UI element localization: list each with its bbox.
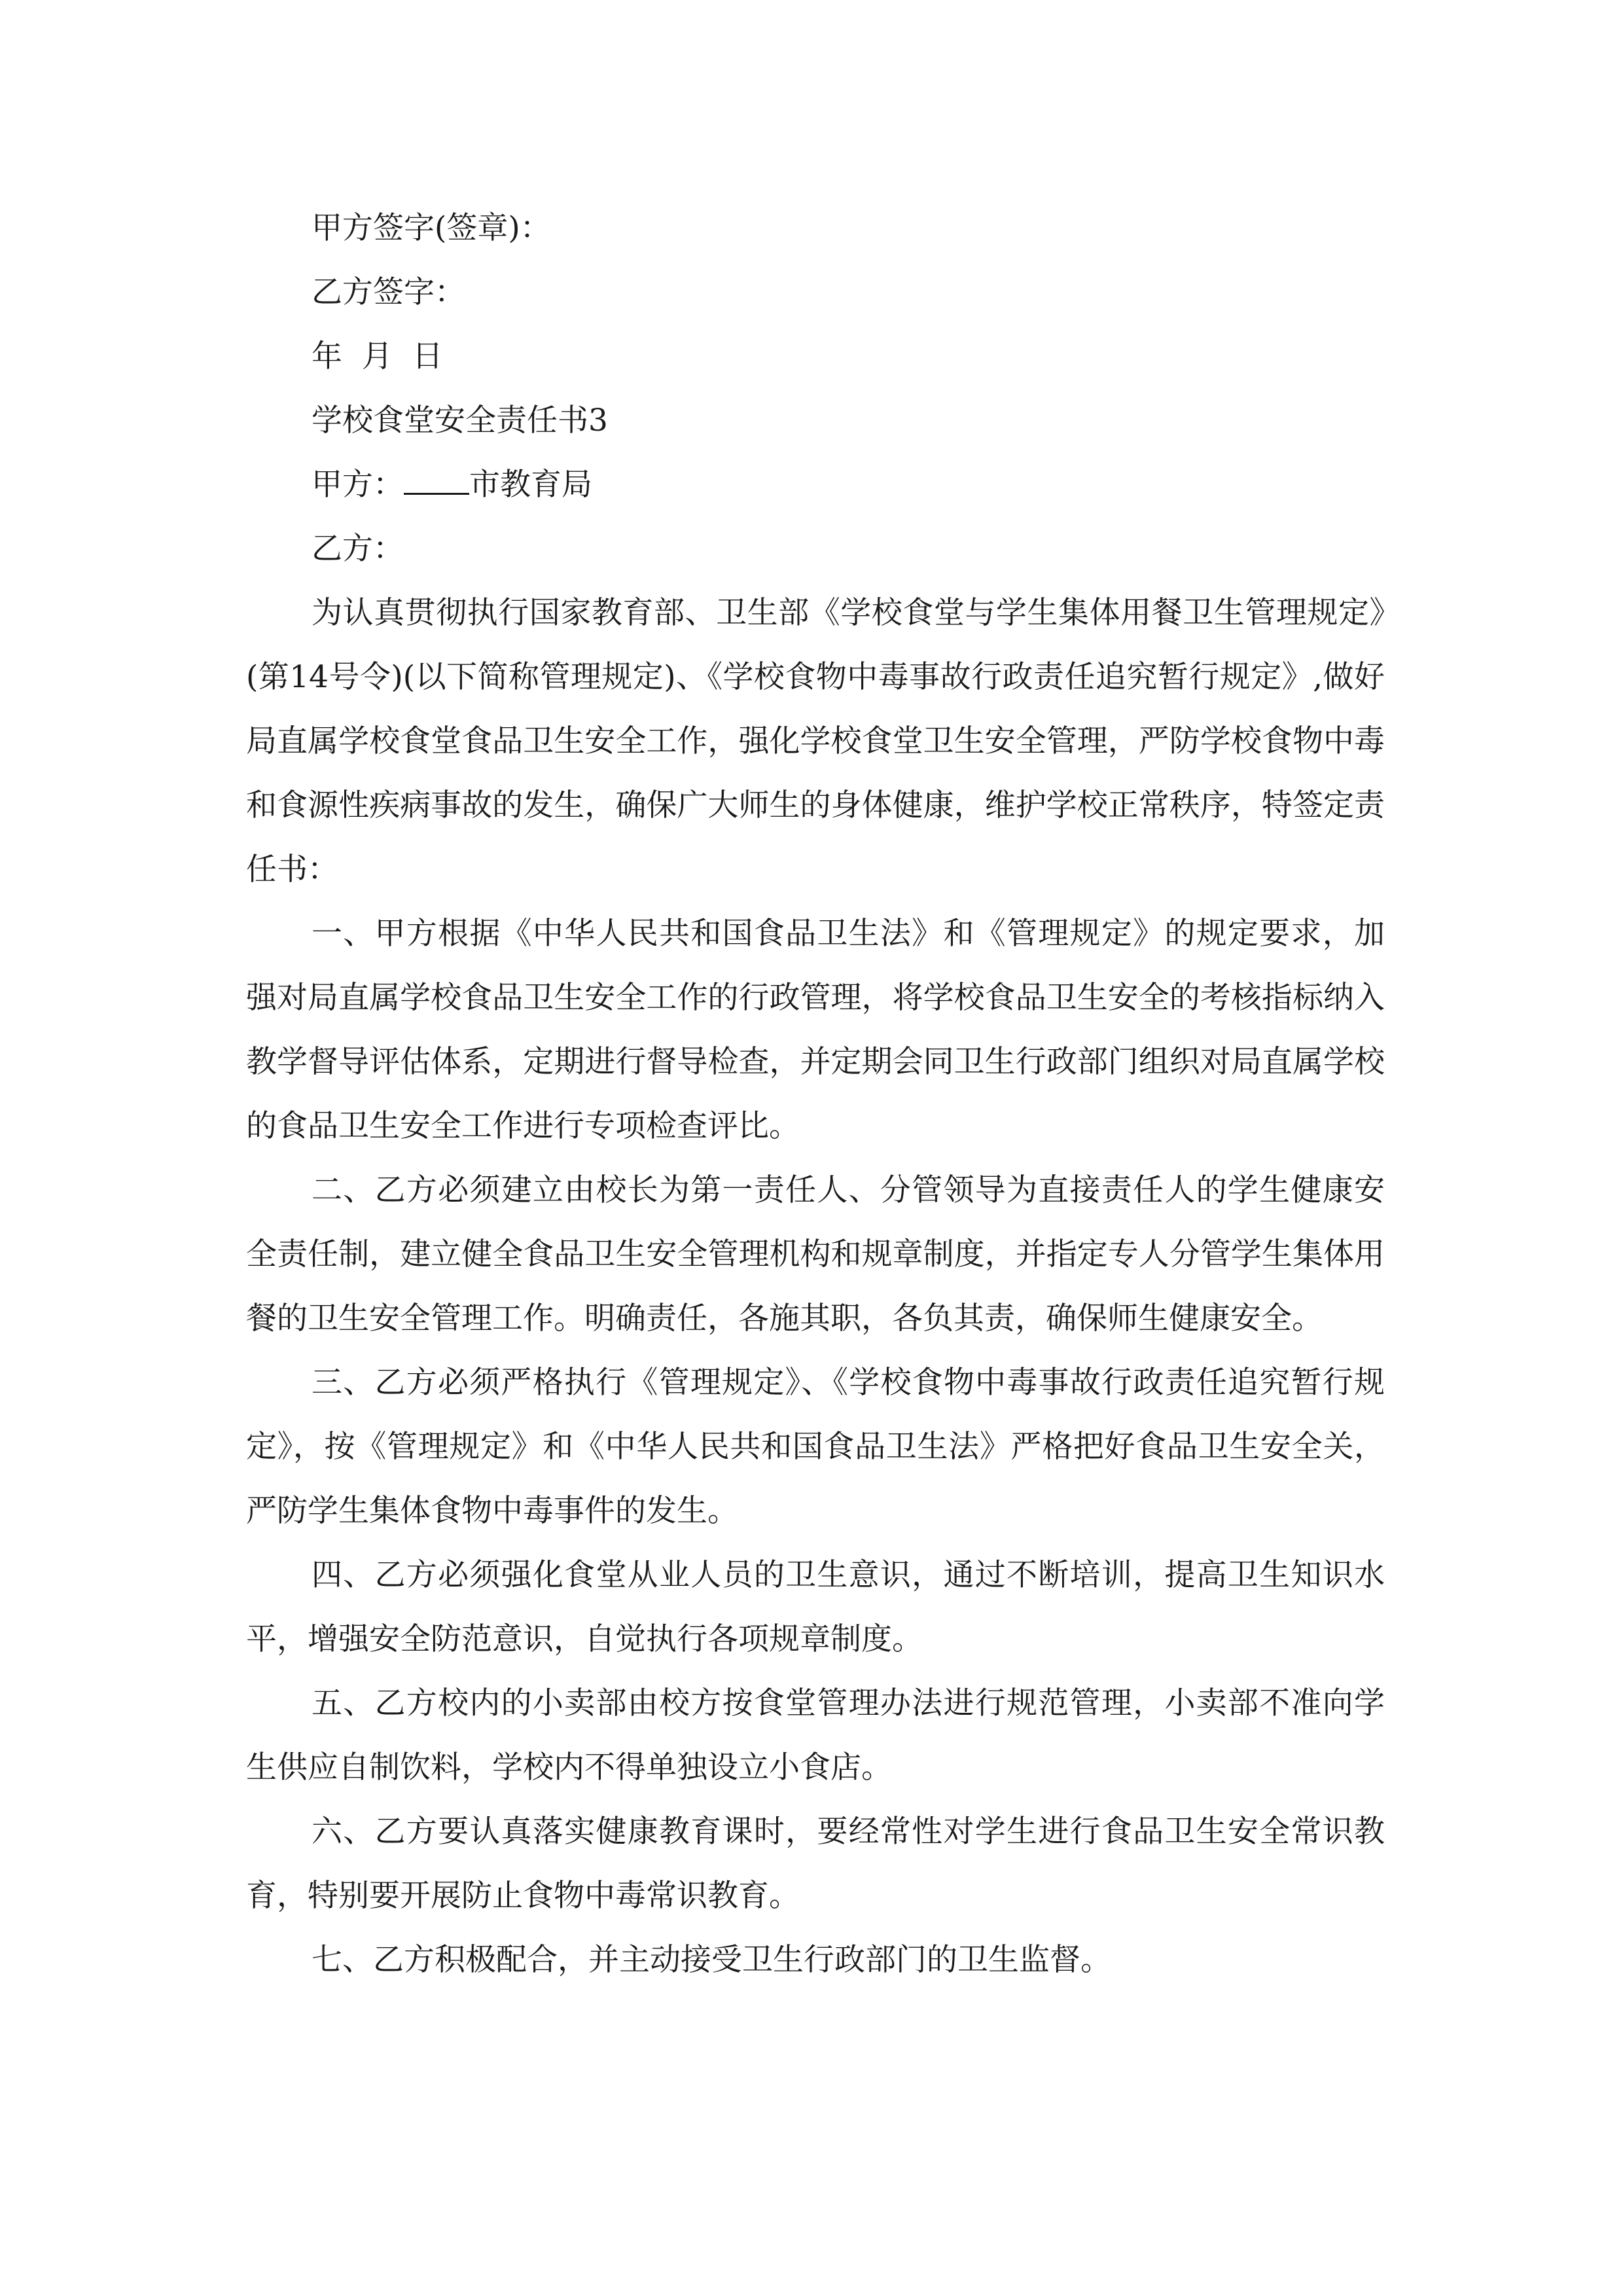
party-b-line: 乙方： [312,531,404,567]
paragraph-clause-4: 四、乙方必须强化食堂从业人员的卫生意识，通过不断培训，提高卫生知识水平，增强安全防范意识，自觉执行各项规章制度。 [246,1557,1385,1657]
paragraph-clause-2: 二、乙方必须建立由校长为第一责任人、分管领导为直接责任人的学生健康安全责任制，建立健全食品卫生安全管理机构和规章制度，并指定专人分管学生集体用餐的卫生安全管理工作。明确责任，各施其职，各负其责，确保师生健康安全。 [246,1172,1385,1336]
paragraph-clause-5: 五、乙方校内的小卖部由校方按食堂管理办法进行规范管理，小卖部不准向学生供应自制饮料，学校内不得单独设立小食店。 [246,1685,1385,1785]
party-a-signature: 甲方签字(签章)： [312,210,551,246]
document-title: 学校食堂安全责任书3 [312,403,608,439]
paragraph-clause-6: 六、乙方要认真落实健康教育课时，要经常性对学生进行食品卫生安全常识教育，特别要开展防止食物中毒常识教育。 [246,1814,1385,1914]
paragraph-clause-3: 三、乙方必须严格执行《管理规定》、《学校食物中毒事故行政责任追究暂行规定》，按《管理规定》和《中华人民共和国食品卫生法》严格把好食品卫生安全关，严防学生集体食物中毒事件的发生。 [246,1365,1385,1529]
party-b-signature: 乙方签字： [312,274,465,310]
document-page [246,196,1385,1992]
paragraph-clause-1: 一、甲方根据《中华人民共和国食品卫生法》和《管理规定》的规定要求，加强对局直属学校食品卫生安全工作的行政管理，将学校食品卫生安全的考核指标纳入教学督导评估体系，定期进行督导检查，并定期会同卫生行政部门组织对局直属学校的食品卫生安全工作进行专项检查评比。 [246,916,1385,1144]
party-a-name: 市教育局 [469,467,592,503]
paragraph-intro: 为认真贯彻执行国家教育部、卫生部《学校食堂与学生集体用餐卫生管理规定》(第14号令)(以下简称管理规定)、《学校食物中毒事故行政责任追究暂行规定》,做好局直属学校食堂食品卫生安全工作，强化学校食堂卫生安全管理，严防学校食物中毒和食源性疾病事故的发生，确保广大师生的身体健康，维护学校正常秩序，特签定责任书： [246,595,1385,888]
signature-date: 年 月 日 [312,338,443,374]
party-a-label: 甲方： [312,467,404,503]
party-a-line [246,453,1385,517]
paragraph-clause-7: 七、乙方积极配合，并主动接受卫生行政部门的卫生监督。 [312,1942,1111,1978]
party-a-blank [404,467,469,495]
